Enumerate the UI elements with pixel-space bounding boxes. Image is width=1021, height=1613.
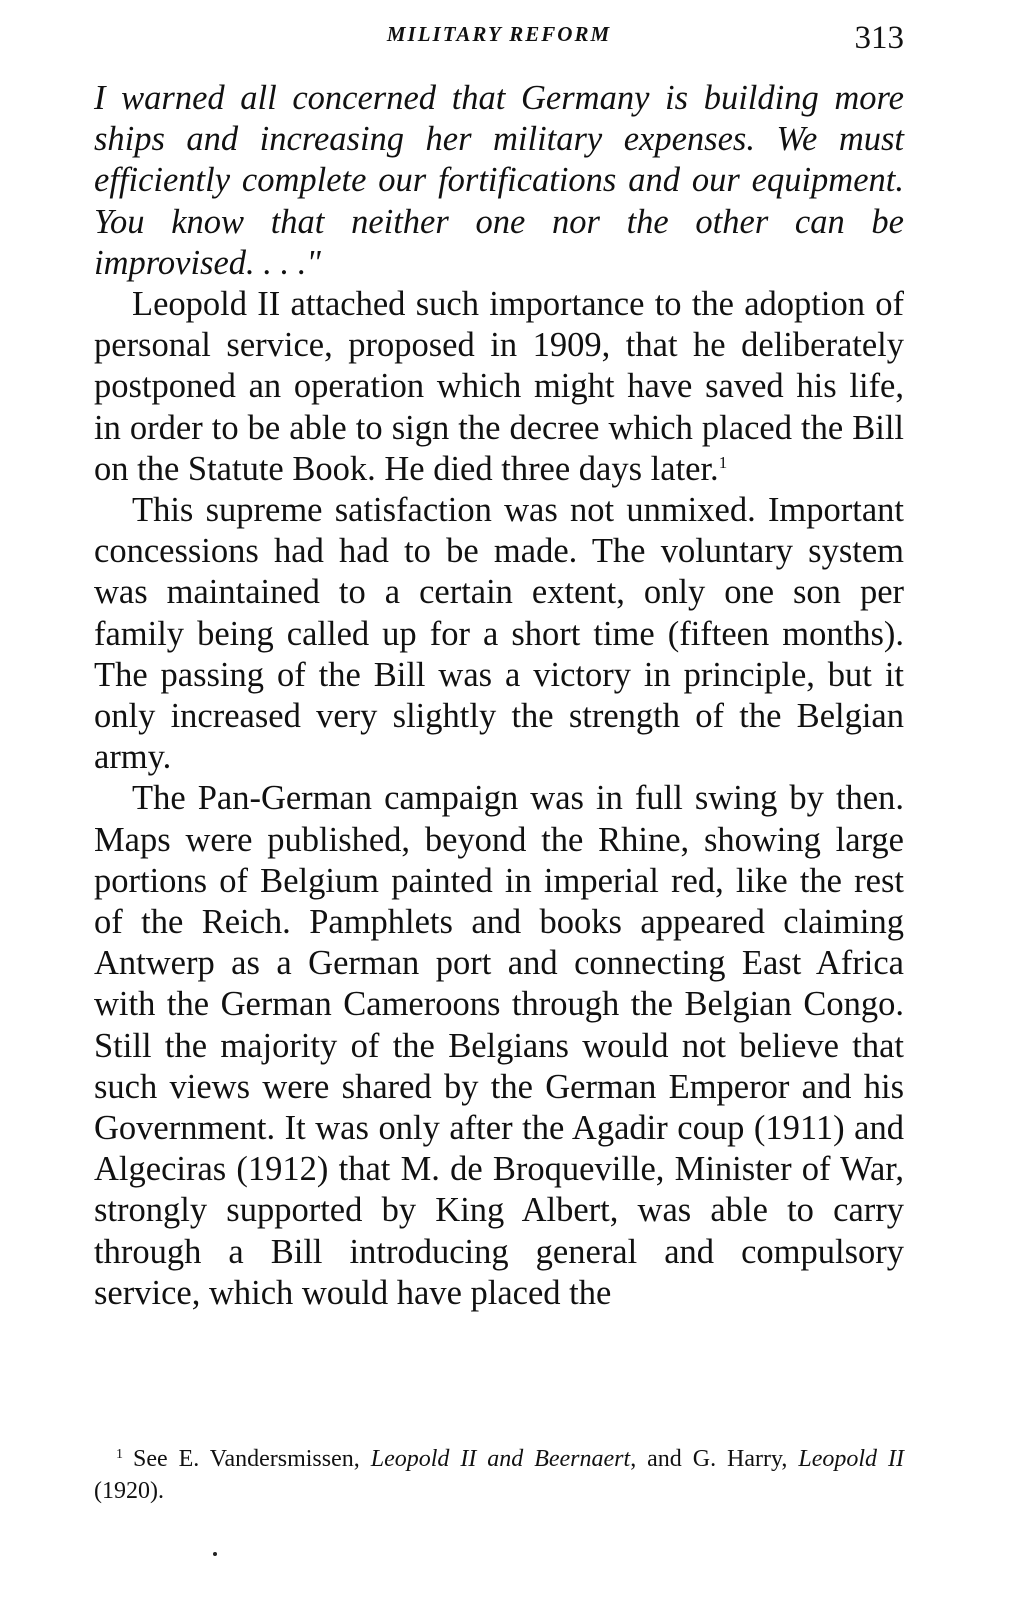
body-text (94, 78, 904, 1314)
paragraph-text: Leopold II attached such importance to the adoption of personal service, proposed in 1909, that he deliberately postponed an operation which might have saved his life, in order to be able to sign the decree which placed the Bill on the Statute Book. He died three days later. (94, 285, 904, 488)
footnote-book-title: Leopold II and Beernaert (370, 1446, 631, 1472)
footnote-book-title: Leopold II (798, 1446, 904, 1472)
running-head (94, 20, 904, 60)
quote-continuation: I warned all concerned that Germany is building more ships and increasing her military expenses. We must efficiently complete our fortifications and our equipment. You know that neither one nor the other can be improvised. . . ." (94, 79, 904, 282)
paragraph-concessions: This supreme satisfaction was not unmixed. Important concessions had had to be made. The voluntary system was maintained to a certain extent, only one son per family being called up for a short time (fifteen months). The passing of the Bill was a victory in principle, but it only increased very slightly the strength of the Belgian army. (94, 491, 904, 777)
footnote-reference[interactable]: 1 (718, 452, 728, 472)
footnote-text: See E. Vandersmissen, (133, 1446, 371, 1472)
footnote-number: 1 (116, 1447, 123, 1462)
paragraph-leopold-service (94, 284, 904, 490)
footnote (94, 1443, 904, 1507)
paragraph-pan-german: The Pan-German campaign was in full swing by then. Maps were published, beyond the Rhine, showing large portions of Belgium painted in imperial red, like the rest of the Reich. Pamphlets and books appeared claiming Antwerp as a German port and connecting East Africa with the German Cameroons through the Belgian Congo. Still the majority of the Belgians would not believe that such views were shared by the German Emperor and his Government. It was only after the Agadir coup (1911) and Algeciras (1912) that M. de Broqueville, Minister of War, strongly supported by King Albert, was able to carry through a Bill introducing general and compulsory service, which would have placed the (94, 779, 904, 1312)
running-title: MILITARY REFORM (386, 22, 612, 46)
print-speck (213, 1552, 217, 1556)
footnote-text: , and G. Harry, (630, 1446, 799, 1472)
page-number: 313 (854, 20, 904, 56)
footnote-text: (1920). (94, 1478, 164, 1504)
